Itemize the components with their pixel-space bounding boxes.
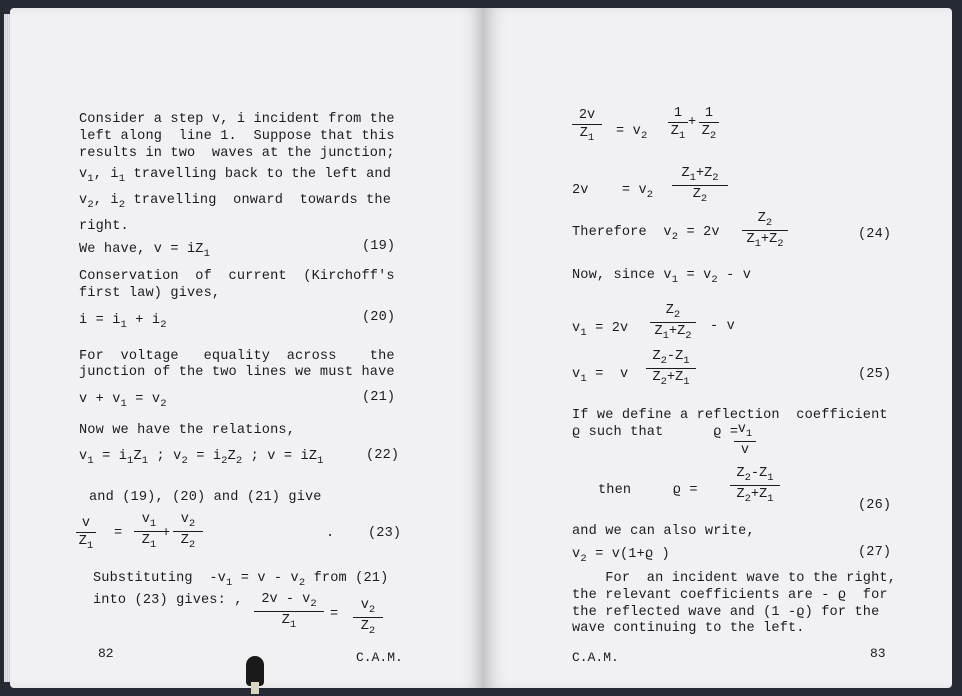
eq-subst-right: $\frac{v_2}{Z_2}$ bbox=[353, 598, 383, 637]
eq21-number: (21) bbox=[362, 390, 396, 405]
para-reflect-line2: ϱ such that ϱ = bbox=[572, 425, 739, 440]
eq20-text: $i = i_1 + i_2$ bbox=[79, 313, 167, 331]
para-write: and we can also write, bbox=[572, 524, 755, 539]
eq23-frac-v-z1: $\frac{v}{Z_1}$ bbox=[76, 516, 96, 552]
eq23-frac-v1-z1: $\frac{v_1}{Z_1}$ bbox=[134, 512, 164, 551]
left-page bbox=[10, 8, 484, 688]
para5: and (19), (20) and (21) give bbox=[89, 490, 322, 505]
eq27-number: (27) bbox=[858, 545, 892, 560]
para-final-line2: the relevant coefficients are - ϱ for bbox=[572, 588, 888, 603]
right-page bbox=[484, 8, 952, 688]
eq20-number: (20) bbox=[362, 310, 396, 325]
eq26-number: (26) bbox=[858, 498, 892, 513]
eq22-text: $v_1 = i_1Z_1$ ; $v_2 = i_2Z_2$ ; $v = iZ_1$ bbox=[79, 449, 324, 467]
eq19-number: (19) bbox=[362, 239, 396, 254]
para2-line1: Conservation of current (Kirchoff's bbox=[79, 269, 395, 284]
para6-line2: into (23) gives: , bbox=[93, 593, 243, 608]
eq24-number: (24) bbox=[858, 227, 892, 242]
eq19-text: We have, $v = iZ_1$ bbox=[79, 242, 211, 260]
para6-line1: Substituting $-v_1 = v - v_2$ from (21) bbox=[93, 571, 389, 589]
eq23-number: (23) bbox=[368, 526, 402, 541]
eq-z1z2-z2: $\frac{Z_1+Z_2}{Z_2}$ bbox=[672, 166, 728, 205]
eq-v1-minus: - v bbox=[710, 319, 735, 334]
para-final-line4: wave continuing to the left. bbox=[572, 621, 805, 636]
eq-rho-def-frac: $\frac{v_1}{v}$ bbox=[734, 422, 756, 458]
para1-line2: left along line 1. Suppose that this bbox=[79, 129, 395, 144]
eq-1-z2: $\frac{1}{Z_2}$ bbox=[699, 106, 719, 142]
eq-subst-left: $\frac{2v - v_2}{Z_1}$ bbox=[254, 592, 324, 631]
para3-line2: junction of the two lines we must have bbox=[79, 365, 395, 380]
eq25-lhs: $v_1 = v$ bbox=[572, 367, 629, 385]
para1-line6: right. bbox=[79, 219, 129, 234]
para-reflect-line1: If we define a reflection coefficient bbox=[572, 408, 888, 423]
eq24-frac: $\frac{Z_2}{Z_1+Z_2}$ bbox=[742, 211, 788, 250]
eq-line2-lhs: 2v = $v_2$ bbox=[572, 183, 654, 201]
eq25-frac: $\frac{Z_2-Z_1}{Z_2+Z_1}$ bbox=[646, 349, 696, 388]
eq23-plus: + bbox=[162, 526, 171, 541]
then-line: then ϱ = bbox=[598, 483, 698, 498]
eq-v1-frac: $\frac{Z_2}{Z_1+Z_2}$ bbox=[650, 303, 696, 342]
eq27-text: $v_2 = v(1+ϱ$ ) bbox=[572, 547, 670, 565]
footer-left: C.A.M. bbox=[356, 650, 403, 665]
now-since-line: Now, since $v_1 = v_2 - v$ bbox=[572, 268, 752, 286]
para1-line5: $v_2$, $i_2$ travelling onward towards the bbox=[79, 193, 391, 211]
para4: Now we have the relations, bbox=[79, 423, 295, 438]
eq-line1-plus: + bbox=[688, 115, 697, 130]
eq-2v-z1: $\frac{2v}{Z_1}$ bbox=[572, 108, 602, 144]
para-final-line1: For an incident wave to the right, bbox=[572, 571, 896, 586]
para2-line2: first law) gives, bbox=[79, 286, 221, 301]
eq-v1-lhs: $v_1 = 2v$ bbox=[572, 321, 629, 339]
para3-line1: For voltage equality across the bbox=[79, 349, 395, 364]
eq23-dot: . bbox=[326, 526, 335, 541]
therefore-line: Therefore $v_2 = 2v$ bbox=[572, 225, 720, 243]
para1-line4: $v_1$, $i_1$ travelling back to the left and bbox=[79, 167, 391, 185]
eq26-frac: $\frac{Z_2-Z_1}{Z_2+Z_1}$ bbox=[730, 466, 780, 505]
eq23-equals: = bbox=[114, 526, 123, 541]
eq22-number: (22) bbox=[366, 448, 400, 463]
page-number-right: 83 bbox=[870, 646, 886, 661]
para-final-line3: the reflected wave and (1 -ϱ) for the bbox=[572, 605, 880, 620]
para1-line3: results in two waves at the junction; bbox=[79, 146, 395, 161]
page-number-left: 82 bbox=[98, 646, 114, 661]
eq25-number: (25) bbox=[858, 367, 892, 382]
eq-line1-rhs: = $v_2$ bbox=[616, 124, 648, 142]
bookmark-clip bbox=[246, 656, 264, 686]
eq21-text: $v + v_1 = v_2$ bbox=[79, 392, 167, 410]
eq-1-z1: $\frac{1}{Z_1}$ bbox=[668, 106, 688, 142]
eq-subst-equals: = bbox=[330, 607, 339, 622]
footer-right: C.A.M. bbox=[572, 650, 619, 665]
para1-line1: Consider a step v, i incident from the bbox=[79, 112, 395, 127]
eq23-frac-v2-z2: $\frac{v_2}{Z_2}$ bbox=[173, 512, 203, 551]
